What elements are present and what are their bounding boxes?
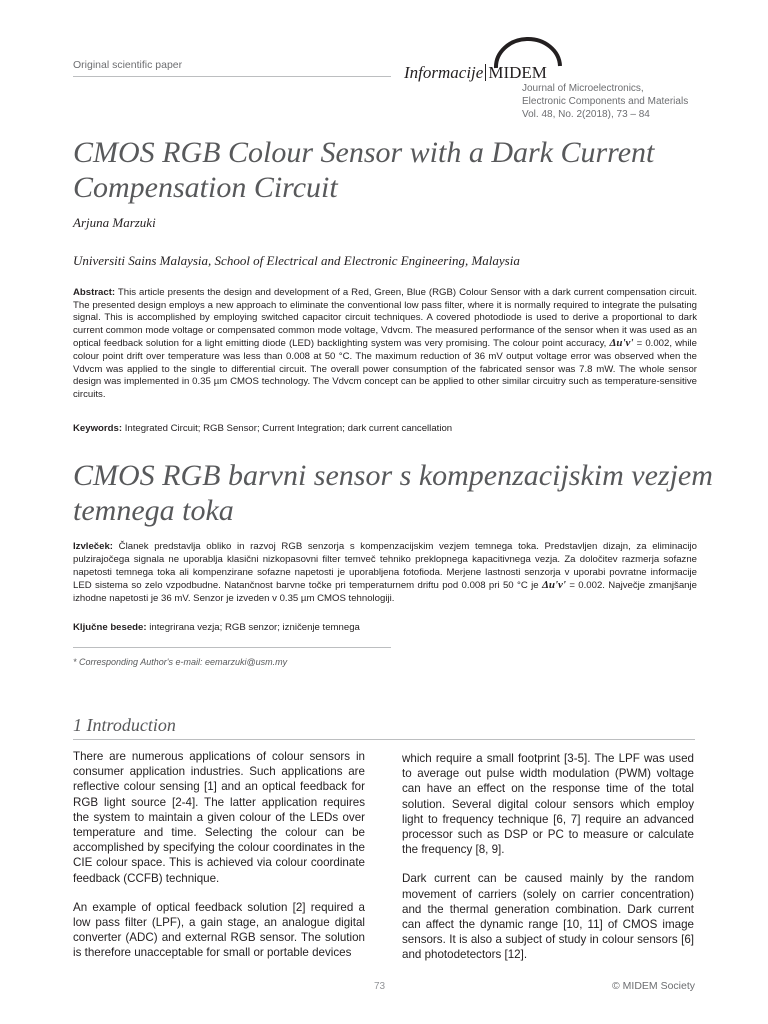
abstract-text-end: = 0.002, while colour point drift over temperature was less than 0.008 at 50 °C. The maximum reduction of 36 mV output voltage error was observed when the Vdvcm was applied to the single to differential circuit. The overall power consumption of the fabricated sensor was 7.8 mW. The whole sensor design was implemented in 0.35 µm CMOS technology. The Vdvcm concept can be applied to other similar circuitry such as temperature-sensitive circuits. <box>73 338 697 400</box>
journal-line: Vol. 48, No. 2(2018), 73 – 84 <box>522 109 650 120</box>
abstract <box>73 287 697 401</box>
journal-line: Journal of Microelectronics, <box>522 83 644 94</box>
kljucne-text: integrirana vezja; RGB senzor; izničenje temnega <box>146 622 360 633</box>
section-heading <box>73 715 176 736</box>
kljucne-besede <box>73 622 697 633</box>
section-rule <box>73 739 695 740</box>
izvlecek-symbol: Δu'v' <box>541 579 566 592</box>
keywords <box>73 423 697 434</box>
izvlecek-label: Izvleček: <box>73 541 114 552</box>
paper-title-slovenian: CMOS RGB barvni sensor s kompenzacijskim vezjem temnega toka <box>73 459 713 527</box>
body-column-right <box>402 751 694 977</box>
logo-word-informacije: Informacije <box>404 63 484 82</box>
body-column-left <box>73 749 365 975</box>
footnote-rule <box>73 647 391 648</box>
page-number: 73 <box>374 981 386 992</box>
section-title: Introduction <box>86 715 176 735</box>
section-number: 1 <box>73 715 82 735</box>
izvlecek <box>73 541 697 606</box>
header-rule <box>73 76 391 77</box>
journal-info <box>522 82 688 121</box>
izvlecek-text: Članek predstavlja obliko in razvoj RGB senzorja s kompenzacijskim vezjem temnega toka. Predstavljen dizajn, za eliminacijo pulzirajočega signala ne uporablja klasični nizkopasovni filter temveč tehniko preklopnega kapacitivnega vezja. Za določitev razmerja sofazne napetosti temnega toka ali kompenzirane sofazne napetosti je uporabljena fotofioda. Merjene lastnosti senzorja v uporabi povratne informacije LED sistema so zelo vzpodbudne. Natančnost barvne točke pri temperaturnem driftu pod 0.008 pri 50 °C je <box>73 541 697 592</box>
logo-separator <box>485 64 486 81</box>
affiliation: Universiti Sains Malaysia, School of Electrical and Electronic Engineering, Malaysia <box>73 253 520 268</box>
izvlecek-text-end: = 0.002. Največje zmanjšanje izhodne napetosti je 36 mV. Senzor je izveden v 0.35 µm CMOS tehnologiji. <box>73 580 697 605</box>
logo-word-midem: MIDEM <box>488 63 547 82</box>
journal-logo <box>404 63 547 83</box>
body-paragraph: Dark current can be caused mainly by the random movement of carriers (solely on carrier concentration) and the thermal generation combination. Dark current can affect the dynamic range [10, 11] of CMOS image sensors. It is also a subject of study in colour sensors [6] and photodetectors [12]. <box>402 872 694 962</box>
corresponding-author-footnote[interactable]: * Corresponding Author's e-mail: eemarzuki@usm.my <box>73 657 288 667</box>
body-paragraph: which require a small footprint [3-5]. The LPF was used to average out pulse width modulation (PWM) voltage can have an effect on the response time of the total solution. Several digital colour sensors which employ light to frequency technique [6, 7] require an advanced processor such as DSP or PC to measure or calculate the frequency [8, 9]. <box>402 752 694 857</box>
body-paragraph: An example of optical feedback solution [2] required a low pass filter (LPF), a gain stage, an analogue digital converter (ADC) and external RGB sensor. The solution is therefore unacceptable for small or portable devices <box>73 900 365 960</box>
paper-title: CMOS RGB Colour Sensor with a Dark Current Compensation Circuit <box>73 136 655 204</box>
kljucne-label: Ključne besede: <box>73 622 147 633</box>
society-credit: © MIDEM Society <box>612 980 696 992</box>
paper-type-label: Original scientific paper <box>73 59 183 71</box>
abstract-label: Abstract: <box>73 287 116 298</box>
abstract-text: This article presents the design and development of a Red, Green, Blue (RGB) Colour Sensor with a dark current compensation circuit. The presented design employs a new approach to eliminate the conventional low pass filter, where it is normally required to integrate the pulsating signal. This is accomplished by employing switched capacitor circuit techniques. A covered photodiode is used to derive a proportional to dark current common mode voltage or compensated common mode voltage, Vdvcm. The measured performance of the sensor when it was used as an optical feedback solution for a light emitting diode (LED) backlighting system was very promising. The colour point accuracy, <box>73 287 697 350</box>
abstract-symbol: Δu'v' <box>609 337 634 350</box>
keywords-text: Integrated Circuit; RGB Sensor; Current Integration; dark current cancellation <box>122 423 453 434</box>
journal-line: Electronic Components and Materials <box>522 96 689 107</box>
keywords-label: Keywords: <box>73 423 123 434</box>
author-name: Arjuna Marzuki <box>73 215 156 230</box>
body-paragraph: There are numerous applications of colour sensors in consumer application industries. Such applications are reflective colour sensing [1] and an optical feedback for RGB light source [2-4]. The latter application requires the system to maintain a given colour of the LEDs over temperature and time. Selecting the colour can be accomplished by specifying the colour coordinates in the CIE colour space. This is achieved via colour coordinate feedback (CCFB) technique. <box>73 750 365 885</box>
